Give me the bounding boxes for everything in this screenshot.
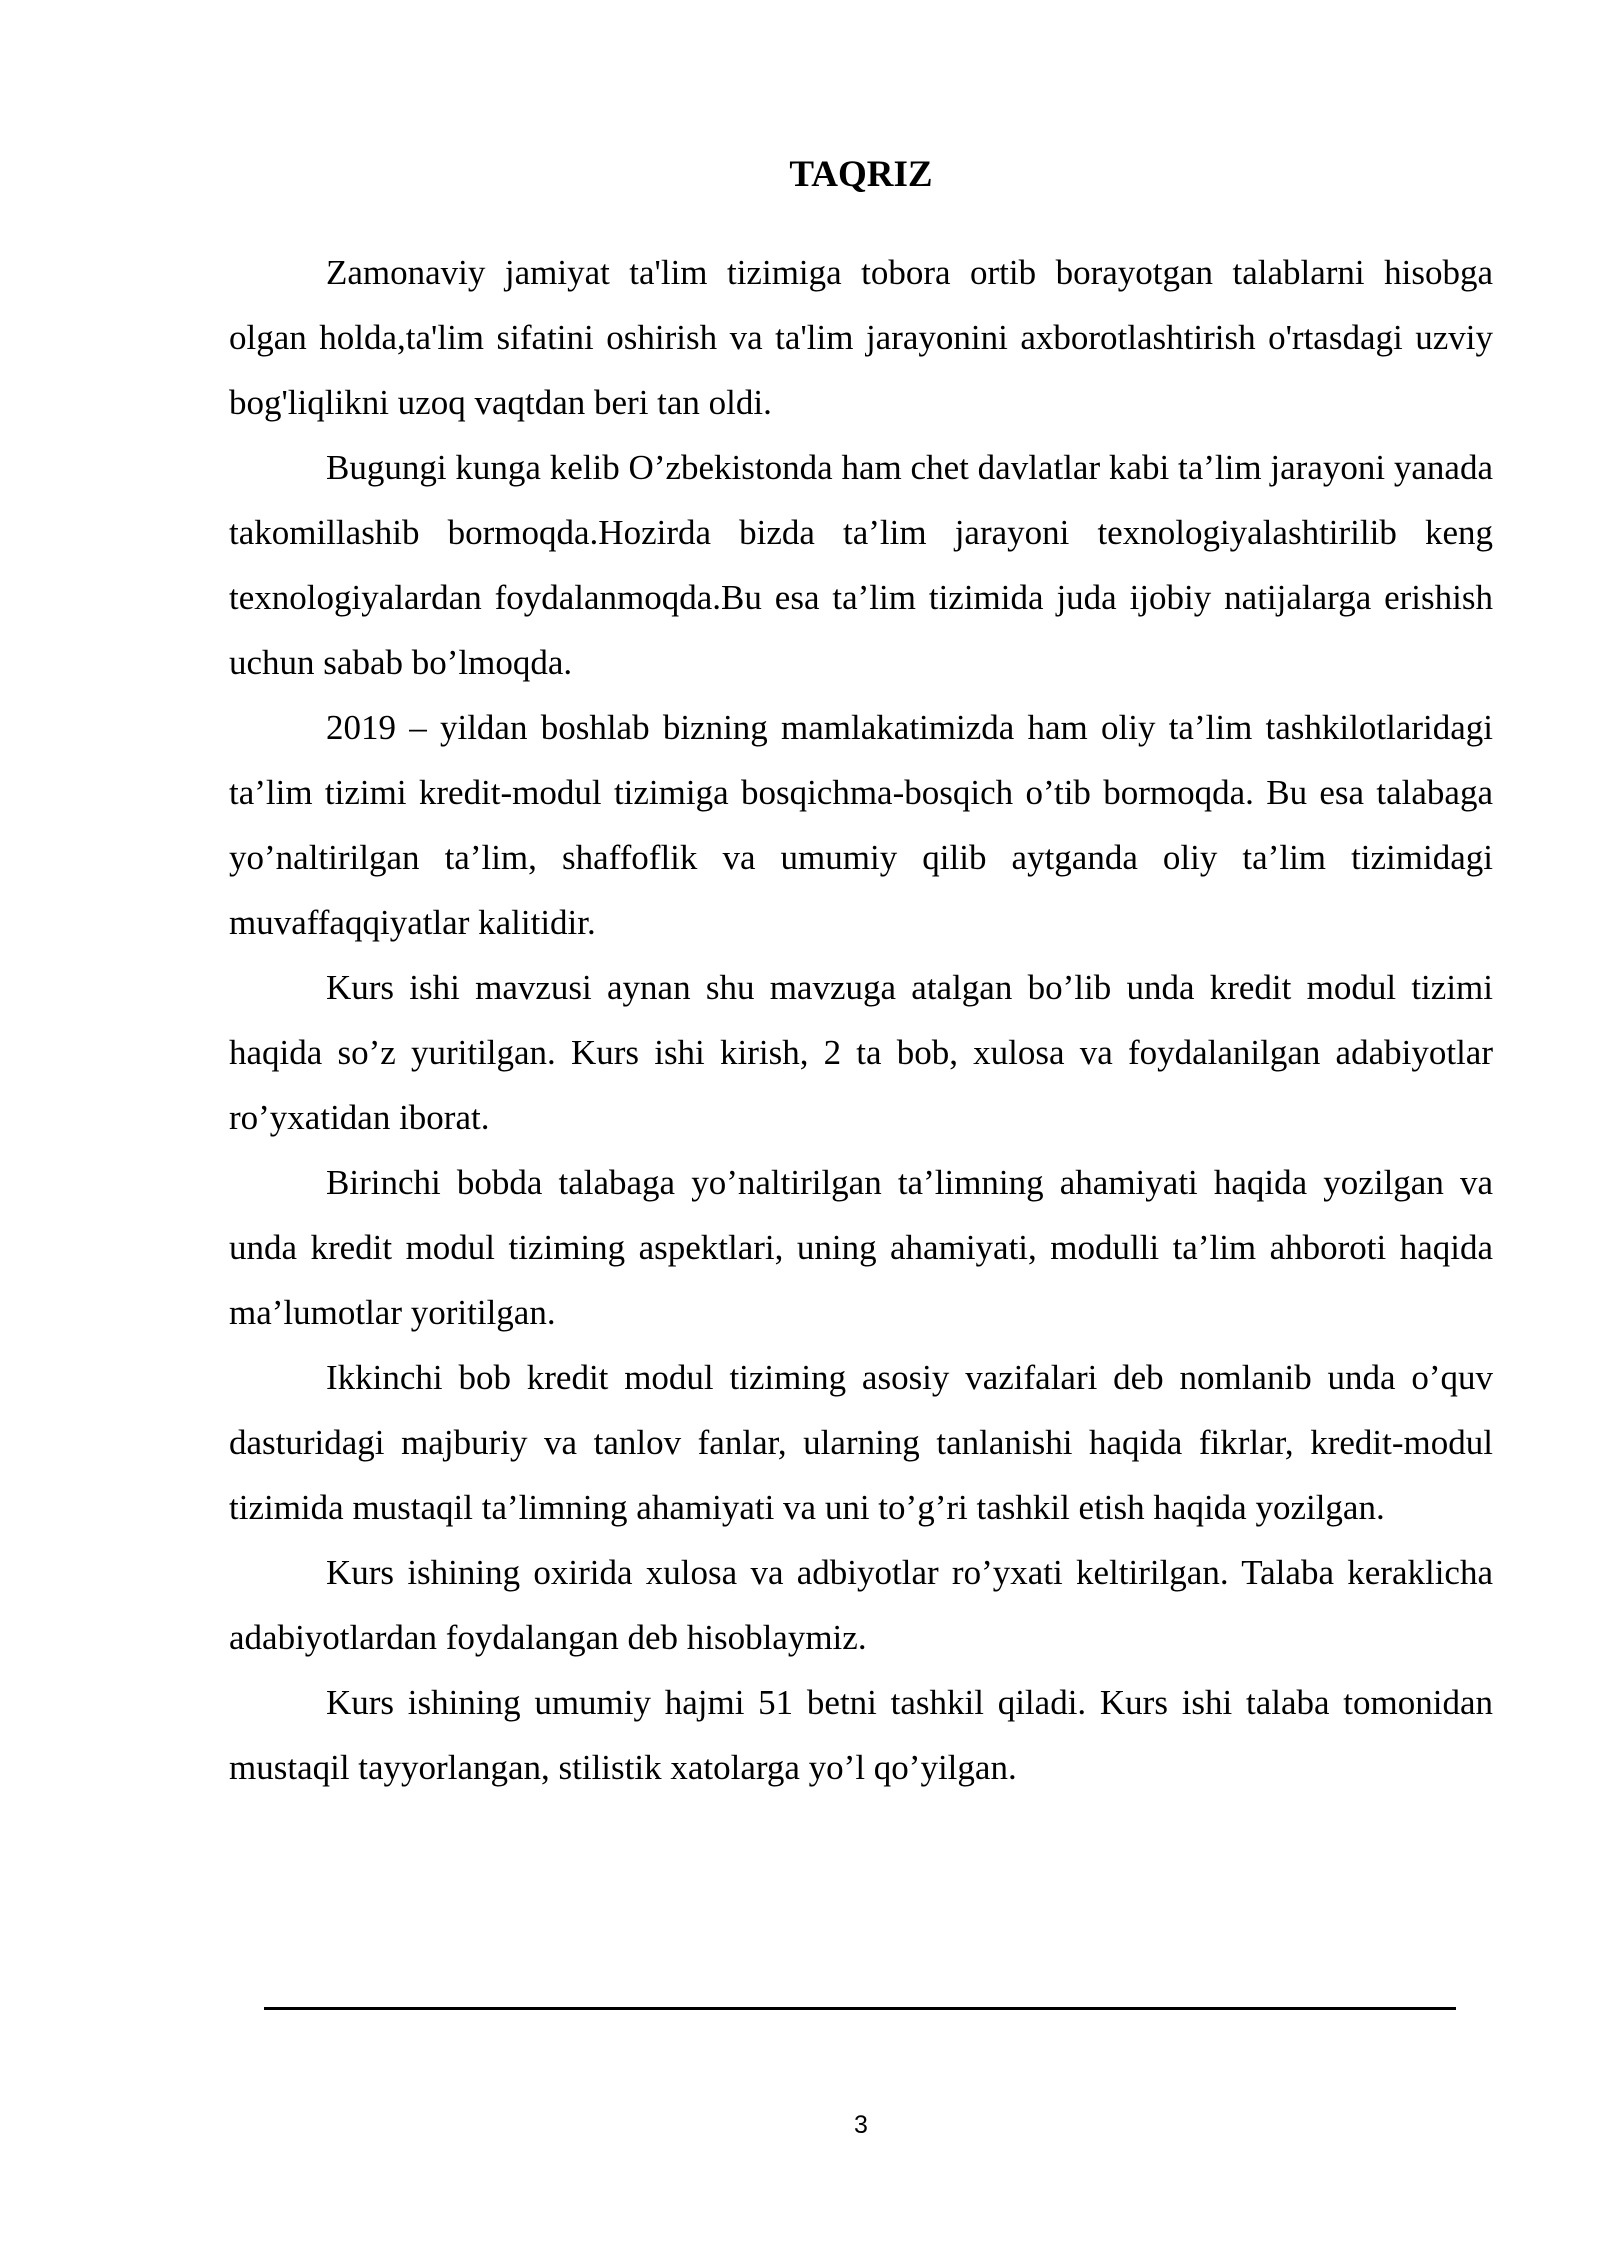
page-title: TAQRIZ (789, 154, 933, 195)
footer-divider (264, 2007, 1456, 2010)
paragraph-3: 2019 – yildan boshlab bizning mamlakatimizda ham oliy ta’lim tashkilotlaridagi ta’lim tizimi kredit-modul tizimiga bosqichma-bosqich o’tib bormoqda. Bu esa talabaga yo’naltirilgan ta’lim, shaffoflik va umumiy qilib aytganda oliy ta’lim tizimidagi muvaffaqqiyatlar kalitidir. (229, 708, 1493, 942)
paragraph-6: Ikkinchi bob kredit modul tiziming asosiy vazifalari deb nomlanib unda o’quv dasturidagi majburiy va tanlov fanlar, ularning tanlanishi haqida fikrlar, kredit-modul tizimida mustaqil ta’limning ahamiyati va uni to’g’ri tashkil etish haqida yozilgan. (229, 1358, 1493, 1527)
paragraph-2: Bugungi kunga kelib O’zbekistonda ham chet davlatlar kabi ta’lim jarayoni yanada takomillashib bormoqda.Hozirda bizda ta’lim jarayoni texnologiyalashtirilib keng texnologiyalardan foydalanmoqda.Bu esa ta’lim tizimida juda ijobiy natijalarga erishish uchun sabab bo’lmoqda. (229, 448, 1493, 682)
review-body (229, 240, 1493, 1800)
paragraph-5: Birinchi bobda talabaga yo’naltirilgan ta’limning ahamiyati haqida yozilgan va unda kredit modul tiziming aspektlari, uning ahamiyati, modulli ta’lim ahboroti haqida ma’lumotlar yoritilgan. (229, 1163, 1493, 1332)
paragraph-4: Kurs ishi mavzusi aynan shu mavzuga atalgan bo’lib unda kredit modul tizimi haqida so’z yuritilgan. Kurs ishi kirish, 2 ta bob, xulosa va foydalanilgan adabiyotlar ro’yxatidan iborat. (229, 968, 1493, 1137)
page-number: 3 (854, 2111, 868, 2139)
paragraph-1: Zamonaviy jamiyat ta'lim tizimiga tobora ortib borayotgan talablarni hisobga olgan holda,ta'lim sifatini oshirish va ta'lim jarayonini axborotlashtirish o'rtasdagi uzviy bog'liqlikni uzoq vaqtdan beri tan oldi. (229, 253, 1493, 422)
paragraph-7: Kurs ishining oxirida xulosa va adbiyotlar ro’yxati keltirilgan. Talaba keraklicha adabiyotlardan foydalangan deb hisoblaymiz. (229, 1553, 1493, 1657)
paragraph-8: Kurs ishining umumiy hajmi 51 betni tashkil qiladi. Kurs ishi talaba tomonidan mustaqil tayyorlangan, stilistik xatolarga yo’l qo’yilgan. (229, 1683, 1493, 1787)
